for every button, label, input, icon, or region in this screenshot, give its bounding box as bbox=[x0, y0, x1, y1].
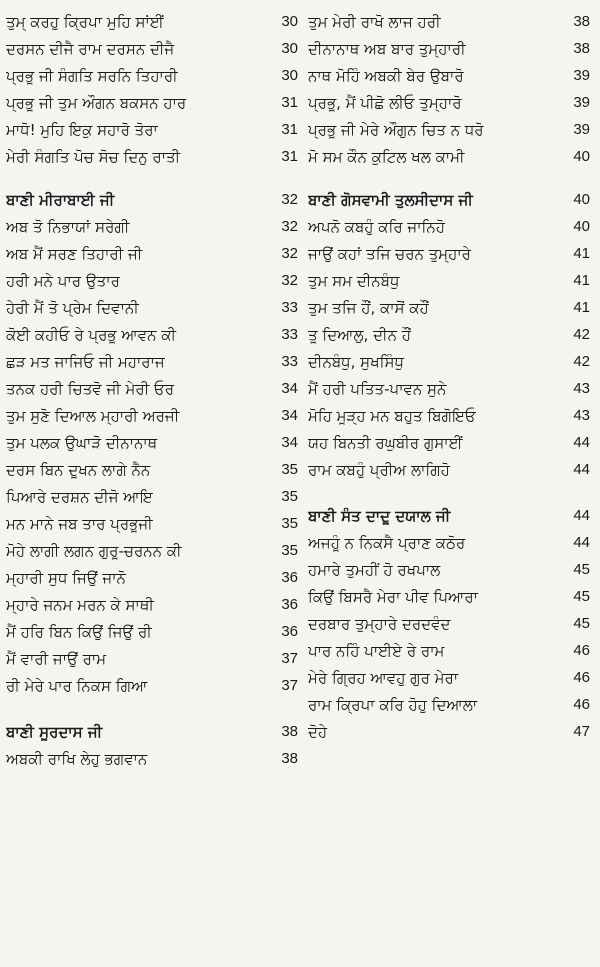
toc-entry-page: 39 bbox=[573, 94, 590, 111]
section-heading-page: 40 bbox=[573, 191, 590, 208]
section-heading-page: 38 bbox=[281, 723, 298, 740]
toc-entry-title: ਹਰੀ ਮਨੇ ਪਾਰ ਉਤਾਰ bbox=[6, 272, 120, 290]
toc-entry-title: ਮੋਹੇ ਲਾਗੀ ਲਗਨ ਗੁਰੂ-ਚਰਨਨ ਕੀ bbox=[6, 542, 182, 560]
toc-right-column bbox=[308, 4, 590, 741]
toc-entry bbox=[308, 344, 590, 371]
toc-entry-title: ਮੇਰੇ ਗ੍ਰਿਹ ਆਵਹੁ ਗੁਰ ਮੇਰਾ bbox=[308, 669, 459, 687]
toc-entry bbox=[308, 31, 590, 58]
toc-entry-page: 42 bbox=[573, 353, 590, 370]
toc-entry bbox=[6, 85, 298, 112]
toc-group bbox=[6, 209, 298, 695]
toc-entry bbox=[6, 4, 298, 31]
toc-entry bbox=[6, 741, 298, 768]
toc-entry bbox=[6, 236, 298, 263]
toc-entry bbox=[6, 641, 298, 668]
toc-entry-page: 39 bbox=[573, 67, 590, 84]
toc-entry-title: ਛੜ ਮਤ ਜਾਜਿਓ ਜੀ ਮਹਾਰਾਜ bbox=[6, 353, 165, 371]
toc-entry-title: ਦਰਸਨ ਦੀਜੈ ਰਾਮ ਦਰਸਨ ਦੀਜੈ bbox=[6, 40, 175, 58]
toc-entry-title: ਪ੍ਰਭੂ ਜੀ ਸੰਗਤਿ ਸਰਨਿ ਤਿਹਾਰੀ bbox=[6, 67, 178, 85]
toc-entry-page: 38 bbox=[573, 40, 590, 57]
toc-entry-title: ਮੈਂ ਹਰਿ ਬਿਨ ਕਿਉਂ ਜਿਉਂ ਰੀ bbox=[6, 623, 152, 641]
toc-entry bbox=[308, 371, 590, 398]
toc-entry-title: ਅਜਹੂੰ ਨ ਨਿਕਸੈ ਪ੍ਰਾਣ ਕਠੋਰ bbox=[308, 534, 466, 552]
toc-entry-title: ਮੈਂ ਵਾਰੀ ਜਾਉਂ ਰਾਮ bbox=[6, 650, 107, 668]
toc-entry-title: ਮੋ ਸਮ ਕੌਨ ਕੁਟਿਲ ਖਲ ਕਾਮੀ bbox=[308, 148, 465, 166]
toc-entry-title: ਮੇਰੀ ਸੰਗਤਿ ਪੋਚ ਸੋਚ ਦਿਨੁ ਰਾਤੀ bbox=[6, 148, 181, 166]
toc-entry-page: 39 bbox=[573, 121, 590, 138]
section-heading bbox=[6, 182, 298, 209]
toc-entry-page: 46 bbox=[573, 642, 590, 659]
toc-entry-title: ਪ੍ਰਭੂ, ਮੈਂ ਪੀਛੋ ਲੀਓ ਤੁਮ੍ਹਾਰੋ bbox=[308, 94, 462, 112]
toc-entry-page: 45 bbox=[573, 561, 590, 578]
toc-entry-title: ਦਰਬਾਰ ਤੁਮ੍ਹਾਰੇ ਦਰਦਵੰਦ bbox=[308, 615, 451, 633]
toc-entry-page: 43 bbox=[573, 407, 590, 424]
toc-entry-page: 38 bbox=[573, 13, 590, 30]
toc-entry-title: ਮਨ ਮਾਨੇ ਜਬ ਤਾਰ ਪ੍ਰਭੂਜੀ bbox=[6, 515, 153, 533]
toc-entry-title: ਤੁਮ੍ ਕਰਹੁ ਕ੍ਰਿਪਾ ਮੁਹਿ ਸਾਂਈਂ bbox=[6, 13, 164, 31]
toc-entry-page: 41 bbox=[573, 272, 590, 289]
toc-entry-page: 46 bbox=[573, 669, 590, 686]
toc-entry-title: ਦੀਨਾਨਾਥ ਅਬ ਬਾਰ ਤੁਮ੍ਹਾਰੀ bbox=[308, 40, 466, 58]
toc-entry-page: 47 bbox=[573, 723, 590, 740]
toc-entry bbox=[6, 112, 298, 139]
toc-entry-title: ਮਾਧੋ! ਮੁਹਿ ਇਕੁ ਸਹਾਰੋ ਤੋਰਾ bbox=[6, 121, 158, 139]
section-heading-title: ਬਾਣੀ ਸੰਤ ਦਾਦੂ ਦਯਾਲ ਜੀ bbox=[308, 507, 451, 525]
toc-entry-title: ਕੋਈ ਕਹੀਓ ਰੇ ਪ੍ਰਭੂ ਆਵਨ ਕੀ bbox=[6, 326, 176, 344]
toc-entry bbox=[308, 139, 590, 166]
toc-entry bbox=[308, 714, 590, 741]
toc-entry-page: 33 bbox=[281, 353, 298, 370]
toc-entry-page: 40 bbox=[573, 218, 590, 235]
toc-entry-page: 41 bbox=[573, 245, 590, 262]
toc-entry-title: ਪ੍ਰਭੂ ਜੀ ਮੇਰੇ ਔਗੁਨ ਚਿਤ ਨ ਧਰੋ bbox=[308, 121, 484, 139]
toc-entry-title: ਤੁਮ ਪਲਕ ਉਘਾੜੋ ਦੀਨਾਨਾਥ bbox=[6, 434, 158, 452]
toc-entry-page: 45 bbox=[573, 615, 590, 632]
toc-entry bbox=[308, 317, 590, 344]
section-heading bbox=[6, 714, 298, 741]
toc-entry-page: 32 bbox=[281, 272, 298, 289]
toc-entry-page: 36 bbox=[281, 623, 298, 640]
toc-entry bbox=[308, 687, 590, 714]
toc-entry-page: 31 bbox=[281, 94, 298, 111]
toc-entry-title: ਪਿਆਰੇ ਦਰਸ਼ਨ ਦੀਜੋ ਆਇ bbox=[6, 488, 153, 506]
toc-entry bbox=[6, 479, 298, 506]
section-heading bbox=[308, 498, 590, 525]
toc-left-column bbox=[6, 4, 298, 768]
toc-entry-page: 38 bbox=[281, 750, 298, 767]
toc-entry bbox=[308, 452, 590, 479]
toc-entry bbox=[6, 506, 298, 533]
toc-entry bbox=[6, 614, 298, 641]
toc-entry-title: ਮੈਂ ਹਰੀ ਪਤਿਤ-ਪਾਵਨ ਸੁਨੇ bbox=[308, 380, 447, 398]
toc-entry-page: 35 bbox=[281, 515, 298, 532]
toc-entry-title: ਪ੍ਰਭੂ ਜੀ ਤੁਮ ਔਗਨ ਬਕਸਨ ਹਾਰ bbox=[6, 94, 187, 112]
toc-entry bbox=[6, 371, 298, 398]
toc-entry-title: ਹੇਰੀ ਮੈਂ ਤੋ ਪ੍ਰੇਮ ਦਿਵਾਨੀ bbox=[6, 299, 139, 317]
toc-entry-title: ਮ੍ਹਾਰੀ ਸੁਧ ਜਿਉਂ ਜਾਨੋ bbox=[6, 569, 126, 587]
toc-entry-page: 31 bbox=[281, 148, 298, 165]
toc-entry-title: ਰਾਮ ਕਬਹੁੰ ਪ੍ਰੀਅ ਲਾਗਿਹੋ bbox=[308, 461, 450, 479]
toc-entry-title: ਤੁਮ ਸਮ ਦੀਨਬੰਧੁ bbox=[308, 272, 400, 290]
toc-entry-page: 34 bbox=[281, 380, 298, 397]
toc-entry-title: ਦੀਨਬੰਧੁ, ਸੁਖਸਿੰਧੁ bbox=[308, 353, 404, 371]
toc-entry-page: 43 bbox=[573, 380, 590, 397]
toc-entry-page: 34 bbox=[281, 407, 298, 424]
toc-entry-page: 42 bbox=[573, 326, 590, 343]
toc-entry bbox=[308, 552, 590, 579]
toc-entry bbox=[308, 112, 590, 139]
toc-entry-page: 35 bbox=[281, 542, 298, 559]
toc-entry-page: 37 bbox=[281, 677, 298, 694]
section-heading-title: ਬਾਣੀ ਮੀਰਾਬਾਈ ਜੀ bbox=[6, 191, 115, 209]
toc-entry-title: ਅਬਕੀ ਰਾਖਿ ਲੇਹੁ ਭਗਵਾਨ bbox=[6, 750, 148, 768]
toc-entry bbox=[6, 58, 298, 85]
toc-entry bbox=[308, 236, 590, 263]
toc-entry-page: 35 bbox=[281, 488, 298, 505]
toc-entry bbox=[6, 344, 298, 371]
toc-entry-page: 30 bbox=[281, 40, 298, 57]
toc-entry-page: 30 bbox=[281, 67, 298, 84]
toc-entry-page: 32 bbox=[281, 245, 298, 262]
toc-entry-title: ਰੀ ਮੇਰੇ ਪਾਰ ਨਿਕਸ ਗਿਆ bbox=[6, 677, 148, 695]
toc-entry-title: ਤੂ ਦਿਆਲੁ, ਦੀਨ ਹੌਂ bbox=[308, 326, 411, 344]
toc-entry-title: ਕਿਉਂ ਬਿਸਰੈ ਮੇਰਾ ਪੀਵ ਪਿਆਰਾ bbox=[308, 588, 478, 606]
toc-entry bbox=[6, 263, 298, 290]
toc-entry-page: 37 bbox=[281, 650, 298, 667]
section-gap bbox=[6, 695, 298, 714]
toc-entry-page: 31 bbox=[281, 121, 298, 138]
toc-entry-title: ਰਾਮ ਕ੍ਰਿਪਾ ਕਰਿ ਹੋਹੁ ਦਿਆਲਾ bbox=[308, 696, 478, 714]
toc-entry-page: 33 bbox=[281, 326, 298, 343]
toc-entry-page: 41 bbox=[573, 299, 590, 316]
toc-entry bbox=[308, 425, 590, 452]
toc-entry bbox=[308, 633, 590, 660]
toc-entry bbox=[6, 560, 298, 587]
toc-entry bbox=[6, 209, 298, 236]
toc-entry-page: 44 bbox=[573, 534, 590, 551]
toc-entry bbox=[308, 290, 590, 317]
section-gap bbox=[308, 479, 590, 498]
toc-group bbox=[308, 4, 590, 166]
section-gap bbox=[6, 166, 298, 182]
toc-entry-page: 34 bbox=[281, 434, 298, 451]
toc-entry bbox=[308, 398, 590, 425]
toc-group bbox=[308, 525, 590, 741]
toc-entry-title: ਅਬ ਤੋ ਨਿਭਾਯਾਂ ਸਰੇਗੀ bbox=[6, 218, 130, 236]
toc-entry bbox=[6, 31, 298, 58]
toc-entry-page: 33 bbox=[281, 299, 298, 316]
toc-entry bbox=[6, 290, 298, 317]
toc-entry-title: ਦਰਸ ਬਿਨ ਦੂਖਨ ਲਾਗੇ ਨੈਨ bbox=[6, 461, 151, 479]
toc-entry bbox=[6, 452, 298, 479]
toc-entry bbox=[308, 606, 590, 633]
toc-entry-page: 30 bbox=[281, 13, 298, 30]
toc-entry-title: ਦੋਹੇ bbox=[308, 723, 328, 741]
toc-entry-page: 40 bbox=[573, 148, 590, 165]
toc-entry bbox=[6, 317, 298, 344]
toc-entry bbox=[6, 587, 298, 614]
toc-entry-title: ਮ੍ਹਾਰੇ ਜਨਮ ਮਰਨ ਕੇ ਸਾਥੀ bbox=[6, 596, 154, 614]
toc-entry-title: ਯਹ ਬਿਨਤੀ ਰਘੁਬੀਰ ਗੁਸਾਈਂ bbox=[308, 434, 463, 452]
toc-entry-title: ਤੁਮ ਸੁਣੋ ਦਿਆਲ ਮ੍ਹਾਰੀ ਅਰਜੀ bbox=[6, 407, 180, 425]
toc-entry bbox=[308, 660, 590, 687]
toc-entry-page: 35 bbox=[281, 461, 298, 478]
toc-group bbox=[6, 741, 298, 768]
toc-entry bbox=[6, 425, 298, 452]
toc-entry bbox=[308, 263, 590, 290]
toc-entry-page: 44 bbox=[573, 461, 590, 478]
section-heading-title: ਬਾਣੀ ਸੂਰਦਾਸ ਜੀ bbox=[6, 723, 103, 741]
toc-entry bbox=[308, 58, 590, 85]
toc-entry-title: ਪਾਰ ਨਹਿੰ ਪਾਈਏ ਰੇ ਰਾਮ bbox=[308, 642, 445, 660]
section-gap bbox=[308, 166, 590, 182]
toc-entry-title: ਤੁਮ ਤਜਿ ਹੌਂ, ਕਾਸੋਂ ਕਹੌਂ bbox=[308, 299, 429, 317]
toc-entry bbox=[308, 4, 590, 31]
toc-entry-page: 45 bbox=[573, 588, 590, 605]
toc-entry-title: ਅਬ ਮੈਂ ਸਰਣ ਤਿਹਾਰੀ ਜੀ bbox=[6, 245, 143, 263]
toc-entry bbox=[6, 398, 298, 425]
section-heading-page: 44 bbox=[573, 507, 590, 524]
toc-entry-page: 36 bbox=[281, 569, 298, 586]
toc-entry-title: ਮੋਹਿ ਮੂੜ੍ਹ ਮਨ ਬਹੁਤ ਬਿਗੋਇਓ bbox=[308, 407, 476, 425]
toc-group bbox=[6, 4, 298, 166]
toc-entry-title: ਨਾਥ ਮੋਹਿੰ ਅਬਕੀ ਬੇਰ ਉਬਾਰੋ bbox=[308, 67, 464, 85]
toc-entry-page: 46 bbox=[573, 696, 590, 713]
section-heading-page: 32 bbox=[281, 191, 298, 208]
toc-entry-page: 32 bbox=[281, 218, 298, 235]
toc-entry bbox=[308, 525, 590, 552]
toc-group bbox=[308, 209, 590, 479]
section-heading-title: ਬਾਣੀ ਗੋਸਵਾਮੀ ਤੁਲਸੀਦਾਸ ਜੀ bbox=[308, 191, 473, 209]
toc-entry bbox=[6, 668, 298, 695]
toc-entry bbox=[308, 579, 590, 606]
toc-entry-title: ਤਨਕ ਹਰੀ ਚਿਤਵੋ ਜੀ ਮੇਰੀ ਓਰ bbox=[6, 380, 175, 398]
toc-entry bbox=[6, 533, 298, 560]
toc-entry-title: ਜਾਉਂ ਕਹਾਂ ਤਜਿ ਚਰਨ ਤੁਮ੍ਹਾਰੇ bbox=[308, 245, 471, 263]
toc-entry-title: ਅਪਨੋ ਕਬਹੁੰ ਕਰਿ ਜਾਨਿਹੋ bbox=[308, 218, 445, 236]
toc-entry-page: 36 bbox=[281, 596, 298, 613]
section-heading bbox=[308, 182, 590, 209]
toc-entry bbox=[6, 139, 298, 166]
toc-entry-page: 44 bbox=[573, 434, 590, 451]
toc-entry bbox=[308, 85, 590, 112]
toc-entry bbox=[308, 209, 590, 236]
toc-entry-title: ਹਮਾਰੇ ਤੁਮਹੀਂ ਹੋ ਰਖਪਾਲ bbox=[308, 561, 441, 579]
toc-entry-title: ਤੁਮ ਮੇਰੀ ਰਾਖੋ ਲਾਜ ਹਰੀ bbox=[308, 13, 441, 31]
